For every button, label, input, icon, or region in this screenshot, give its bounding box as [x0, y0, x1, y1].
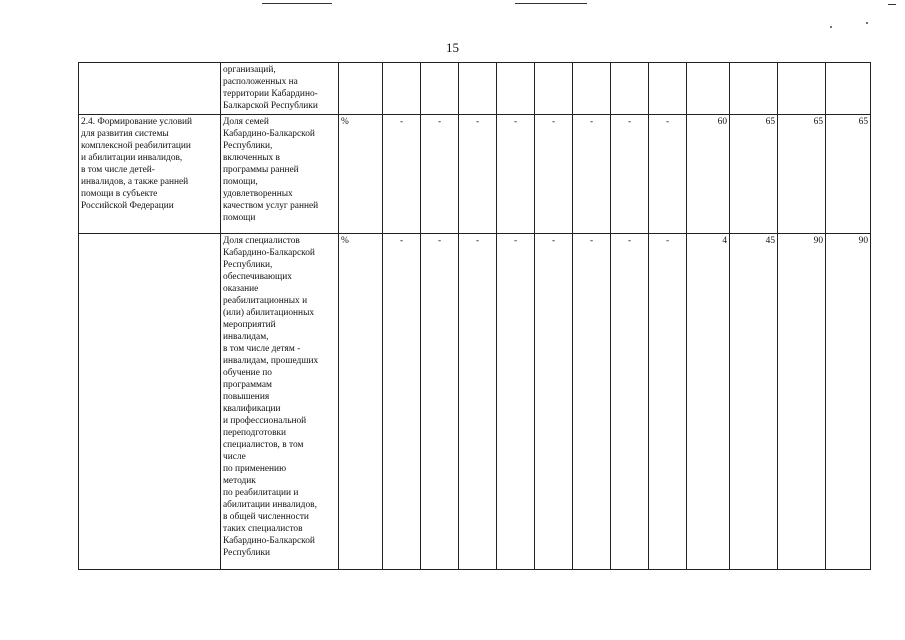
value-cell: - — [573, 115, 611, 234]
table-row — [79, 234, 871, 570]
value-cell — [383, 63, 421, 115]
value-cell — [535, 63, 573, 115]
value-cell: - — [421, 115, 459, 234]
value-cell: 65 — [826, 115, 871, 234]
scan-artifact — [515, 3, 587, 4]
value-cell: - — [611, 115, 649, 234]
value-cell: 90 — [778, 234, 826, 570]
scan-artifact — [262, 3, 332, 4]
value-cell: 90 — [826, 234, 871, 570]
value-cell — [826, 63, 871, 115]
value-cell: - — [497, 115, 535, 234]
unit-cell: % — [339, 115, 383, 234]
value-cell: - — [421, 234, 459, 570]
scan-artifact — [888, 4, 896, 5]
value-cell: - — [649, 115, 687, 234]
value-cell: - — [573, 234, 611, 570]
table-row — [79, 63, 871, 115]
activity-cell — [79, 63, 221, 115]
value-cell — [459, 63, 497, 115]
activity-cell: 2.4. Формирование условий для развития системы комплексной реабилитации и абилитации инвалидов, в том числе детей- инвалидов, а также ранней помощи в субъекте Российской Федерации — [79, 115, 221, 234]
value-cell — [497, 63, 535, 115]
value-cell: 45 — [730, 234, 778, 570]
scan-artifact — [866, 22, 868, 24]
value-cell: 4 — [687, 234, 730, 570]
value-cell: - — [497, 234, 535, 570]
value-cell — [778, 63, 826, 115]
value-cell: - — [459, 234, 497, 570]
value-cell — [649, 63, 687, 115]
indicator-table — [78, 62, 871, 570]
value-cell: 65 — [730, 115, 778, 234]
value-cell — [611, 63, 649, 115]
value-cell — [421, 63, 459, 115]
scan-artifact — [830, 26, 832, 28]
unit-cell: % — [339, 234, 383, 570]
indicator-name-cell: Доля семей Кабардино-Балкарской Республики, включенных в программы ранней помощи, удовлетворенных качеством услуг ранней помощи — [221, 115, 339, 234]
activity-cell — [79, 234, 221, 570]
page-number: 15 — [446, 40, 459, 55]
value-cell: - — [535, 234, 573, 570]
value-cell: - — [383, 234, 421, 570]
value-cell: - — [611, 234, 649, 570]
value-cell: 60 — [687, 115, 730, 234]
value-cell: - — [535, 115, 573, 234]
value-cell — [573, 63, 611, 115]
value-cell: - — [459, 115, 497, 234]
table-row — [79, 115, 871, 234]
unit-cell — [339, 63, 383, 115]
value-cell: 65 — [778, 115, 826, 234]
indicator-name-cell: Доля специалистов Кабардино-Балкарской Республики, обеспечивающих оказание реабилитационных и (или) абилитационных мероприятий инвалидам, в том числе детям - инвалидам, прошедших обучение по программам повышения квалификации и профессиональной переподготовки специалистов, в том числе по применению методик по реабилитации и абилитации инвалидов, в общей численности таких специалистов Кабардино-Балкарской Республики — [221, 234, 339, 570]
value-cell — [687, 63, 730, 115]
indicator-name-cell: организаций, расположенных на территории Кабардино- Балкарской Республики — [221, 63, 339, 115]
value-cell: - — [649, 234, 687, 570]
value-cell: - — [383, 115, 421, 234]
value-cell — [730, 63, 778, 115]
